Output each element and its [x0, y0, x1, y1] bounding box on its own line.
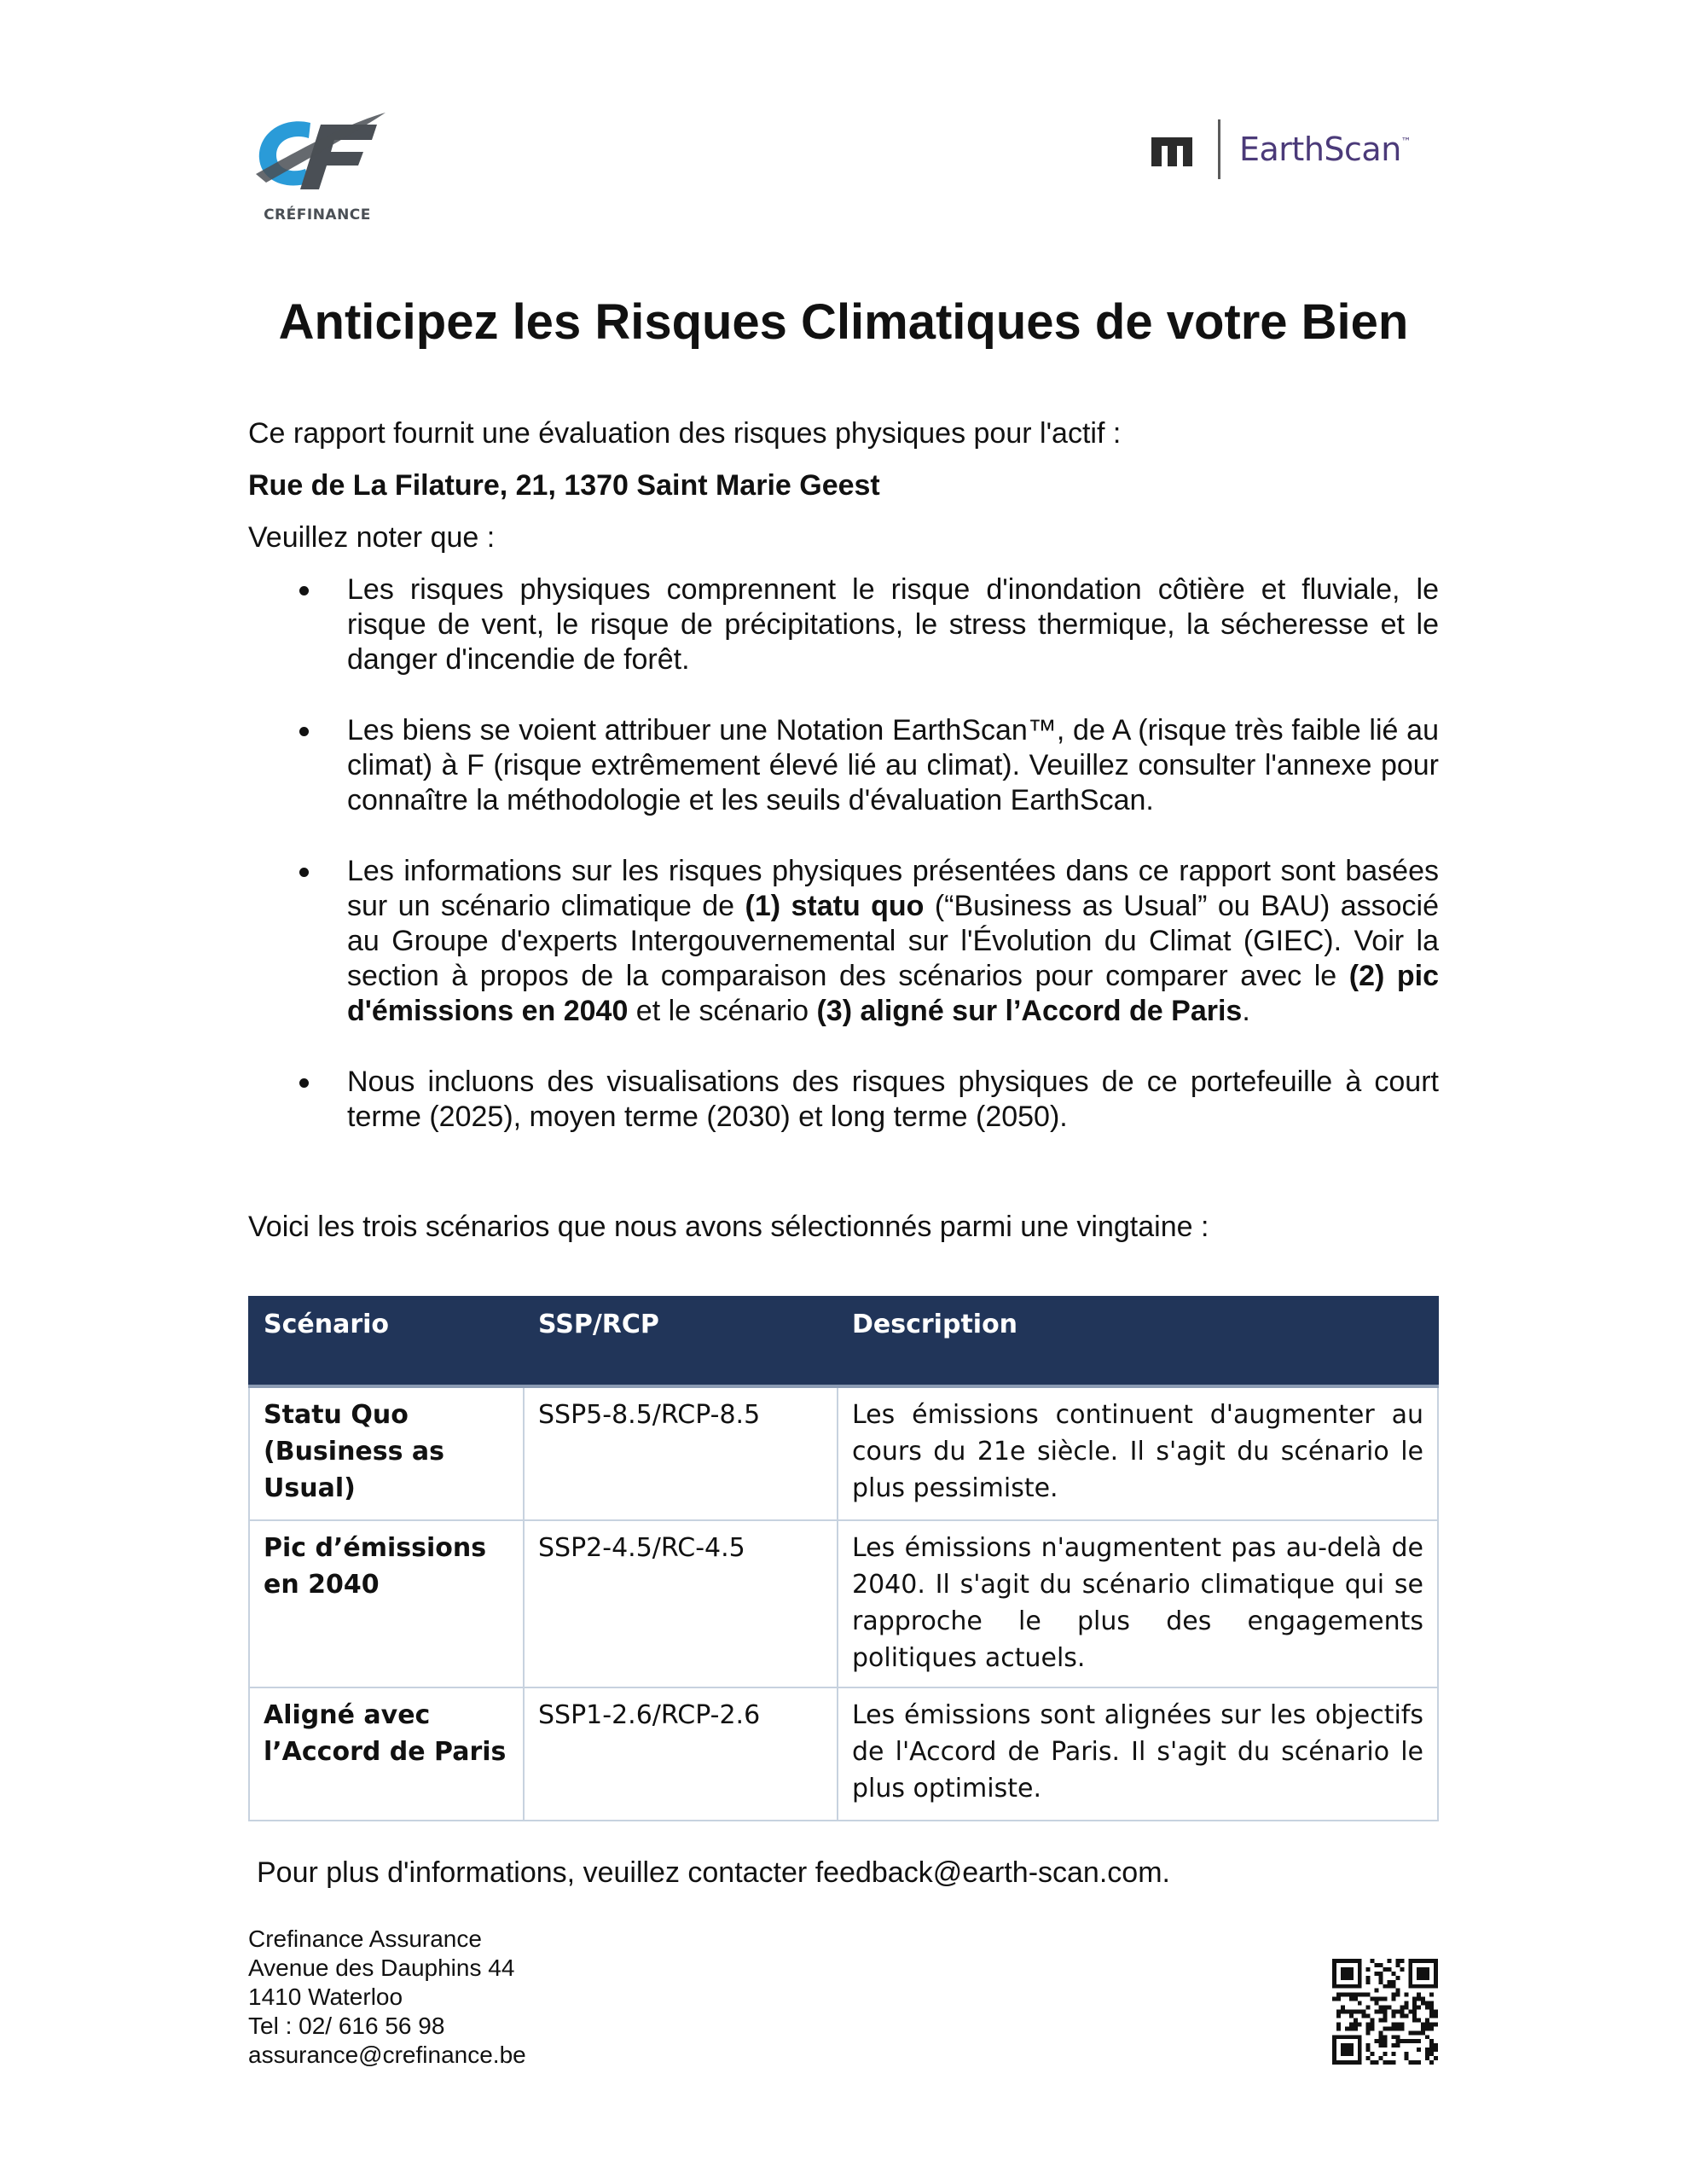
table-header-row — [249, 1297, 1438, 1386]
earthscan-logo — [1151, 119, 1411, 179]
note-item-rating: Les biens se voient attribuer une Notation EarthScan™, de A (risque très faible lié au climat) à F (risque extrêmement élevé lié au climat). Veuillez consulter l'annexe pour connaître la méthodologie et les seuils d'évaluation EarthScan. — [347, 714, 1439, 816]
scenario-name: Pic d’émissions en 2040 — [249, 1520, 524, 1687]
note-item-horizons: Nous incluons des visualisations des risques physiques de ce portefeuille à court terme (2025), moyen terme (2030) et long terme (2050). — [347, 1066, 1439, 1133]
notes-list — [248, 572, 1439, 1135]
footer-address — [248, 1925, 526, 2070]
scenario-name: Statu Quo (Business as Usual) — [249, 1386, 524, 1520]
intro-text: Ce rapport fournit une évaluation des risques physiques pour l'actif : — [248, 417, 1122, 450]
footer-email: assurance@crefinance.be — [248, 2042, 526, 2068]
table-row — [249, 1520, 1438, 1687]
scenario-description: Les émissions n'augmentent pas au-delà de 2040. Il s'agit du scénario climatique qui se rapproche le plus des engagements politiques actuels. — [838, 1520, 1438, 1687]
logo-divider — [1218, 119, 1220, 179]
earthscan-wordmark: EarthScan™ — [1239, 131, 1412, 168]
scenario-description: Les émissions sont alignées sur les objectifs de l'Accord de Paris. Il s'agit du scénario le plus optimiste. — [838, 1687, 1438, 1821]
scenario-name: Aligné avec l’Accord de Paris — [249, 1687, 524, 1821]
crefinance-logo-text: CRÉFINANCE — [264, 206, 371, 224]
footer-company: Crefinance Assurance — [248, 1926, 482, 1952]
note-item-risks: Les risques physiques comprennent le risque d'inondation côtière et fluviale, le risque de vent, le risque de précipitations, le stress thermique, la sécheresse et le danger d'incendie de forêt. — [347, 573, 1439, 676]
qr-code-icon — [1332, 1959, 1438, 2065]
table-row — [249, 1386, 1438, 1520]
crefinance-logo — [249, 107, 394, 224]
earthscan-m-icon — [1151, 132, 1194, 166]
cf-logo-icon — [249, 107, 394, 201]
contact-line: Pour plus d'informations, veuillez contacter feedback@earth-scan.com. — [257, 1856, 1170, 1889]
scenario-ssp: SSP1-2.6/RCP-2.6 — [524, 1687, 838, 1821]
table-row — [249, 1687, 1438, 1821]
asset-address: Rue de La Filature, 21, 1370 Saint Marie Geest — [248, 469, 880, 502]
page-title: Anticipez les Risques Climatiques de votre Bien — [278, 294, 1409, 350]
header-description: Description — [838, 1297, 1438, 1386]
header-ssp-rcp: SSP/RCP — [524, 1297, 838, 1386]
footer-phone: Tel : 02/ 616 56 98 — [248, 2013, 445, 2039]
scenario-table — [248, 1296, 1439, 1821]
report-body — [248, 416, 1439, 1245]
scenario-ssp: SSP5-8.5/RCP-8.5 — [524, 1386, 838, 1520]
scenario-description: Les émissions continuent d'augmenter au cours du 21e siècle. Il s'agit du scénario le plus pessimiste. — [838, 1386, 1438, 1520]
note-item-scenarios: Les informations sur les risques physiques présentées dans ce rapport sont basées sur un scénario climatique de (1) statu quo (“Business as Usual” ou BAU) associé au Groupe d'experts Intergouvernemental sur l'Évolution du Climat (GIEC). Voir la section à propos de la comparaison des scénarios pour comparer avec le (2) pic d'émissions en 2040 et le scénario (3) aligné sur l’Accord de Paris. — [347, 855, 1440, 1027]
footer-street: Avenue des Dauphins 44 — [248, 1955, 515, 1981]
scenarios-intro: Voici les trois scénarios que nous avons sélectionnés parmi une vingtaine : — [248, 1211, 1209, 1243]
note-heading: Veuillez noter que : — [248, 521, 496, 554]
scenario-ssp: SSP2-4.5/RC-4.5 — [524, 1520, 838, 1687]
footer-city: 1410 Waterloo — [248, 1984, 403, 2010]
header-scenario: Scénario — [249, 1297, 524, 1386]
